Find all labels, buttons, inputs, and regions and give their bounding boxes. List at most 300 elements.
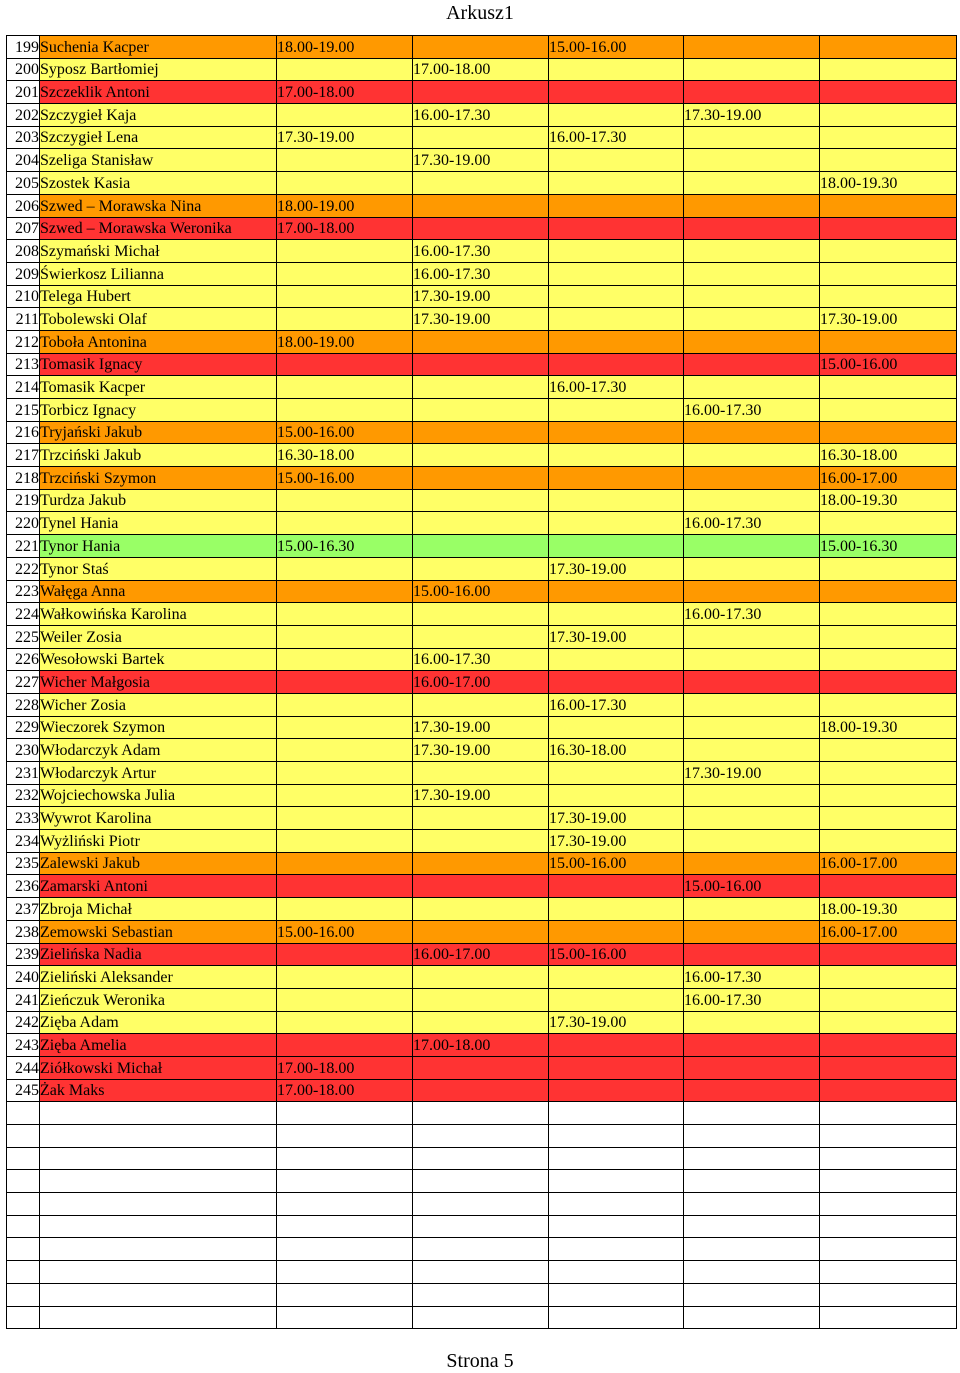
time-cell-2[interactable]: 16.00-17.30 bbox=[413, 648, 549, 671]
name-cell[interactable]: Trzciński Jakub bbox=[40, 444, 277, 467]
time-cell-1[interactable] bbox=[277, 603, 413, 626]
row-number[interactable]: 230 bbox=[7, 739, 40, 762]
row-number[interactable]: 201 bbox=[7, 81, 40, 104]
time-cell-4[interactable] bbox=[684, 535, 820, 558]
time-cell-2[interactable] bbox=[413, 126, 549, 149]
time-cell-3[interactable] bbox=[549, 920, 684, 943]
time-cell-3[interactable] bbox=[549, 875, 684, 898]
row-number[interactable]: 205 bbox=[7, 172, 40, 195]
time-cell-4[interactable]: 16.00-17.30 bbox=[684, 988, 820, 1011]
empty-cell[interactable] bbox=[820, 1170, 957, 1193]
time-cell-1[interactable] bbox=[277, 104, 413, 127]
empty-cell[interactable] bbox=[277, 1306, 413, 1329]
empty-cell[interactable] bbox=[40, 1125, 277, 1148]
time-cell-2[interactable]: 17.00-18.00 bbox=[413, 1034, 549, 1057]
time-cell-1[interactable] bbox=[277, 58, 413, 81]
name-cell[interactable]: Wicher Zosia bbox=[40, 693, 277, 716]
time-cell-1[interactable] bbox=[277, 149, 413, 172]
name-cell[interactable]: Wałęga Anna bbox=[40, 580, 277, 603]
time-cell-5[interactable]: 15.00-16.30 bbox=[820, 535, 957, 558]
time-cell-1[interactable] bbox=[277, 399, 413, 422]
empty-cell[interactable] bbox=[413, 1170, 549, 1193]
empty-cell[interactable] bbox=[413, 1306, 549, 1329]
name-cell[interactable]: Wieczorek Szymon bbox=[40, 716, 277, 739]
time-cell-5[interactable] bbox=[820, 58, 957, 81]
row-number[interactable]: 218 bbox=[7, 467, 40, 490]
time-cell-4[interactable] bbox=[684, 58, 820, 81]
time-cell-1[interactable] bbox=[277, 807, 413, 830]
row-number[interactable]: 225 bbox=[7, 625, 40, 648]
time-cell-2[interactable] bbox=[413, 1011, 549, 1034]
time-cell-3[interactable]: 17.30-19.00 bbox=[549, 830, 684, 853]
empty-cell[interactable] bbox=[549, 1238, 684, 1261]
time-cell-1[interactable] bbox=[277, 943, 413, 966]
time-cell-1[interactable]: 18.00-19.00 bbox=[277, 194, 413, 217]
time-cell-4[interactable] bbox=[684, 898, 820, 921]
time-cell-4[interactable] bbox=[684, 1034, 820, 1057]
time-cell-2[interactable] bbox=[413, 489, 549, 512]
time-cell-2[interactable]: 17.30-19.00 bbox=[413, 716, 549, 739]
name-cell[interactable]: Zielińska Nadia bbox=[40, 943, 277, 966]
time-cell-3[interactable]: 17.30-19.00 bbox=[549, 625, 684, 648]
time-cell-4[interactable] bbox=[684, 330, 820, 353]
row-number[interactable]: 245 bbox=[7, 1079, 40, 1102]
time-cell-3[interactable]: 15.00-16.00 bbox=[549, 852, 684, 875]
name-cell[interactable]: Wojciechowska Julia bbox=[40, 784, 277, 807]
name-cell[interactable]: Włodarczyk Adam bbox=[40, 739, 277, 762]
time-cell-5[interactable]: 16.00-17.00 bbox=[820, 467, 957, 490]
empty-cell[interactable] bbox=[277, 1283, 413, 1306]
row-number[interactable]: 219 bbox=[7, 489, 40, 512]
time-cell-4[interactable]: 17.30-19.00 bbox=[684, 762, 820, 785]
time-cell-4[interactable] bbox=[684, 489, 820, 512]
empty-cell[interactable] bbox=[7, 1147, 40, 1170]
name-cell[interactable]: Wywrot Karolina bbox=[40, 807, 277, 830]
name-cell[interactable]: Żak Maks bbox=[40, 1079, 277, 1102]
time-cell-2[interactable]: 17.30-19.00 bbox=[413, 784, 549, 807]
row-number[interactable]: 234 bbox=[7, 830, 40, 853]
time-cell-1[interactable]: 15.00-16.30 bbox=[277, 535, 413, 558]
time-cell-1[interactable] bbox=[277, 898, 413, 921]
time-cell-3[interactable] bbox=[549, 762, 684, 785]
row-number[interactable]: 211 bbox=[7, 308, 40, 331]
time-cell-5[interactable] bbox=[820, 1079, 957, 1102]
empty-cell[interactable] bbox=[549, 1261, 684, 1284]
time-cell-5[interactable] bbox=[820, 807, 957, 830]
name-cell[interactable]: Turdza Jakub bbox=[40, 489, 277, 512]
time-cell-5[interactable] bbox=[820, 988, 957, 1011]
row-number[interactable]: 210 bbox=[7, 285, 40, 308]
time-cell-1[interactable] bbox=[277, 308, 413, 331]
time-cell-3[interactable] bbox=[549, 648, 684, 671]
row-number[interactable]: 202 bbox=[7, 104, 40, 127]
empty-cell[interactable] bbox=[413, 1283, 549, 1306]
time-cell-4[interactable] bbox=[684, 784, 820, 807]
time-cell-1[interactable]: 17.00-18.00 bbox=[277, 1056, 413, 1079]
row-number[interactable]: 212 bbox=[7, 330, 40, 353]
name-cell[interactable]: Szwed – Morawska Weronika bbox=[40, 217, 277, 240]
row-number[interactable]: 239 bbox=[7, 943, 40, 966]
time-cell-2[interactable] bbox=[413, 535, 549, 558]
time-cell-4[interactable] bbox=[684, 830, 820, 853]
empty-cell[interactable] bbox=[549, 1193, 684, 1216]
time-cell-2[interactable] bbox=[413, 1056, 549, 1079]
time-cell-1[interactable] bbox=[277, 557, 413, 580]
time-cell-4[interactable] bbox=[684, 671, 820, 694]
time-cell-1[interactable]: 17.30-19.00 bbox=[277, 126, 413, 149]
empty-cell[interactable] bbox=[820, 1102, 957, 1125]
row-number[interactable]: 244 bbox=[7, 1056, 40, 1079]
time-cell-2[interactable] bbox=[413, 444, 549, 467]
time-cell-1[interactable] bbox=[277, 830, 413, 853]
time-cell-3[interactable]: 17.30-19.00 bbox=[549, 1011, 684, 1034]
time-cell-4[interactable] bbox=[684, 557, 820, 580]
empty-cell[interactable] bbox=[684, 1238, 820, 1261]
empty-cell[interactable] bbox=[820, 1125, 957, 1148]
row-number[interactable]: 221 bbox=[7, 535, 40, 558]
time-cell-4[interactable] bbox=[684, 421, 820, 444]
empty-cell[interactable] bbox=[684, 1125, 820, 1148]
empty-cell[interactable] bbox=[413, 1215, 549, 1238]
row-number[interactable]: 241 bbox=[7, 988, 40, 1011]
empty-cell[interactable] bbox=[549, 1147, 684, 1170]
name-cell[interactable]: Wicher Małgosia bbox=[40, 671, 277, 694]
empty-cell[interactable] bbox=[684, 1193, 820, 1216]
time-cell-5[interactable] bbox=[820, 1011, 957, 1034]
time-cell-1[interactable] bbox=[277, 648, 413, 671]
time-cell-2[interactable] bbox=[413, 762, 549, 785]
time-cell-2[interactable] bbox=[413, 557, 549, 580]
time-cell-3[interactable] bbox=[549, 308, 684, 331]
time-cell-2[interactable]: 15.00-16.00 bbox=[413, 580, 549, 603]
time-cell-2[interactable] bbox=[413, 376, 549, 399]
name-cell[interactable]: Szczeklik Antoni bbox=[40, 81, 277, 104]
time-cell-3[interactable] bbox=[549, 671, 684, 694]
empty-cell[interactable] bbox=[7, 1125, 40, 1148]
time-cell-4[interactable] bbox=[684, 217, 820, 240]
time-cell-5[interactable] bbox=[820, 557, 957, 580]
time-cell-2[interactable] bbox=[413, 966, 549, 989]
row-number[interactable]: 204 bbox=[7, 149, 40, 172]
time-cell-4[interactable] bbox=[684, 580, 820, 603]
time-cell-1[interactable] bbox=[277, 1034, 413, 1057]
empty-cell[interactable] bbox=[7, 1102, 40, 1125]
time-cell-5[interactable]: 16.00-17.00 bbox=[820, 852, 957, 875]
name-cell[interactable]: Włodarczyk Artur bbox=[40, 762, 277, 785]
name-cell[interactable]: Zamarski Antoni bbox=[40, 875, 277, 898]
name-cell[interactable]: Suchenia Kacper bbox=[40, 36, 277, 59]
time-cell-5[interactable] bbox=[820, 693, 957, 716]
time-cell-3[interactable] bbox=[549, 1079, 684, 1102]
name-cell[interactable]: Telega Hubert bbox=[40, 285, 277, 308]
name-cell[interactable]: Zięba Amelia bbox=[40, 1034, 277, 1057]
time-cell-4[interactable] bbox=[684, 943, 820, 966]
empty-cell[interactable] bbox=[7, 1306, 40, 1329]
empty-cell[interactable] bbox=[7, 1283, 40, 1306]
empty-cell[interactable] bbox=[40, 1170, 277, 1193]
time-cell-2[interactable] bbox=[413, 693, 549, 716]
time-cell-3[interactable] bbox=[549, 603, 684, 626]
time-cell-2[interactable]: 16.00-17.00 bbox=[413, 943, 549, 966]
time-cell-2[interactable] bbox=[413, 421, 549, 444]
name-cell[interactable]: Torbicz Ignacy bbox=[40, 399, 277, 422]
time-cell-5[interactable] bbox=[820, 1056, 957, 1079]
empty-cell[interactable] bbox=[413, 1147, 549, 1170]
time-cell-2[interactable]: 17.30-19.00 bbox=[413, 739, 549, 762]
name-cell[interactable]: Tobolewski Olaf bbox=[40, 308, 277, 331]
time-cell-4[interactable] bbox=[684, 308, 820, 331]
time-cell-2[interactable] bbox=[413, 830, 549, 853]
time-cell-1[interactable]: 15.00-16.00 bbox=[277, 467, 413, 490]
name-cell[interactable]: Trzciński Szymon bbox=[40, 467, 277, 490]
time-cell-2[interactable] bbox=[413, 194, 549, 217]
time-cell-4[interactable] bbox=[684, 36, 820, 59]
name-cell[interactable]: Syposz Bartłomiej bbox=[40, 58, 277, 81]
time-cell-3[interactable] bbox=[549, 489, 684, 512]
time-cell-4[interactable] bbox=[684, 444, 820, 467]
time-cell-2[interactable] bbox=[413, 36, 549, 59]
time-cell-1[interactable]: 17.00-18.00 bbox=[277, 217, 413, 240]
time-cell-2[interactable]: 16.00-17.30 bbox=[413, 104, 549, 127]
time-cell-5[interactable]: 16.00-17.00 bbox=[820, 920, 957, 943]
name-cell[interactable]: Szeliga Stanisław bbox=[40, 149, 277, 172]
time-cell-3[interactable] bbox=[549, 716, 684, 739]
time-cell-5[interactable] bbox=[820, 1034, 957, 1057]
name-cell[interactable]: Tynel Hania bbox=[40, 512, 277, 535]
time-cell-1[interactable] bbox=[277, 625, 413, 648]
time-cell-5[interactable] bbox=[820, 217, 957, 240]
time-cell-4[interactable]: 16.00-17.30 bbox=[684, 399, 820, 422]
empty-cell[interactable] bbox=[277, 1238, 413, 1261]
row-number[interactable]: 199 bbox=[7, 36, 40, 59]
time-cell-2[interactable] bbox=[413, 353, 549, 376]
time-cell-4[interactable] bbox=[684, 1011, 820, 1034]
time-cell-3[interactable] bbox=[549, 1034, 684, 1057]
time-cell-2[interactable] bbox=[413, 512, 549, 535]
time-cell-3[interactable] bbox=[549, 194, 684, 217]
empty-cell[interactable] bbox=[7, 1238, 40, 1261]
time-cell-1[interactable] bbox=[277, 966, 413, 989]
row-number[interactable]: 226 bbox=[7, 648, 40, 671]
time-cell-5[interactable] bbox=[820, 285, 957, 308]
empty-cell[interactable] bbox=[413, 1261, 549, 1284]
time-cell-2[interactable]: 16.00-17.30 bbox=[413, 262, 549, 285]
empty-cell[interactable] bbox=[7, 1215, 40, 1238]
time-cell-5[interactable] bbox=[820, 240, 957, 263]
time-cell-3[interactable] bbox=[549, 285, 684, 308]
time-cell-5[interactable]: 16.30-18.00 bbox=[820, 444, 957, 467]
time-cell-4[interactable]: 16.00-17.30 bbox=[684, 966, 820, 989]
name-cell[interactable]: Zemowski Sebastian bbox=[40, 920, 277, 943]
time-cell-2[interactable] bbox=[413, 399, 549, 422]
empty-cell[interactable] bbox=[684, 1215, 820, 1238]
time-cell-5[interactable] bbox=[820, 625, 957, 648]
time-cell-3[interactable]: 17.30-19.00 bbox=[549, 807, 684, 830]
time-cell-4[interactable] bbox=[684, 467, 820, 490]
time-cell-5[interactable] bbox=[820, 943, 957, 966]
empty-cell[interactable] bbox=[820, 1238, 957, 1261]
name-cell[interactable]: Toboła Antonina bbox=[40, 330, 277, 353]
row-number[interactable]: 224 bbox=[7, 603, 40, 626]
empty-cell[interactable] bbox=[549, 1125, 684, 1148]
row-number[interactable]: 233 bbox=[7, 807, 40, 830]
row-number[interactable]: 242 bbox=[7, 1011, 40, 1034]
time-cell-3[interactable] bbox=[549, 784, 684, 807]
time-cell-1[interactable] bbox=[277, 988, 413, 1011]
empty-cell[interactable] bbox=[820, 1261, 957, 1284]
time-cell-5[interactable]: 15.00-16.00 bbox=[820, 353, 957, 376]
row-number[interactable]: 227 bbox=[7, 671, 40, 694]
time-cell-1[interactable] bbox=[277, 739, 413, 762]
time-cell-2[interactable] bbox=[413, 81, 549, 104]
time-cell-2[interactable] bbox=[413, 603, 549, 626]
name-cell[interactable]: Zbroja Michał bbox=[40, 898, 277, 921]
time-cell-1[interactable] bbox=[277, 693, 413, 716]
row-number[interactable]: 216 bbox=[7, 421, 40, 444]
empty-cell[interactable] bbox=[684, 1170, 820, 1193]
time-cell-5[interactable] bbox=[820, 671, 957, 694]
empty-cell[interactable] bbox=[684, 1147, 820, 1170]
row-number[interactable]: 206 bbox=[7, 194, 40, 217]
row-number[interactable]: 240 bbox=[7, 966, 40, 989]
time-cell-3[interactable] bbox=[549, 421, 684, 444]
time-cell-5[interactable] bbox=[820, 399, 957, 422]
empty-cell[interactable] bbox=[549, 1283, 684, 1306]
time-cell-5[interactable] bbox=[820, 81, 957, 104]
time-cell-2[interactable] bbox=[413, 217, 549, 240]
time-cell-2[interactable]: 16.00-17.00 bbox=[413, 671, 549, 694]
time-cell-2[interactable] bbox=[413, 172, 549, 195]
time-cell-1[interactable] bbox=[277, 1011, 413, 1034]
empty-cell[interactable] bbox=[684, 1102, 820, 1125]
time-cell-4[interactable] bbox=[684, 648, 820, 671]
time-cell-4[interactable]: 17.30-19.00 bbox=[684, 104, 820, 127]
name-cell[interactable]: Tynor Hania bbox=[40, 535, 277, 558]
time-cell-1[interactable] bbox=[277, 512, 413, 535]
time-cell-2[interactable] bbox=[413, 852, 549, 875]
row-number[interactable]: 231 bbox=[7, 762, 40, 785]
time-cell-1[interactable]: 16.30-18.00 bbox=[277, 444, 413, 467]
time-cell-4[interactable] bbox=[684, 172, 820, 195]
time-cell-3[interactable] bbox=[549, 966, 684, 989]
name-cell[interactable]: Tomasik Ignacy bbox=[40, 353, 277, 376]
time-cell-3[interactable] bbox=[549, 262, 684, 285]
time-cell-1[interactable] bbox=[277, 376, 413, 399]
time-cell-2[interactable] bbox=[413, 330, 549, 353]
empty-cell[interactable] bbox=[820, 1193, 957, 1216]
time-cell-1[interactable] bbox=[277, 240, 413, 263]
time-cell-3[interactable] bbox=[549, 399, 684, 422]
time-cell-5[interactable]: 18.00-19.30 bbox=[820, 898, 957, 921]
time-cell-5[interactable] bbox=[820, 648, 957, 671]
empty-cell[interactable] bbox=[820, 1283, 957, 1306]
time-cell-2[interactable] bbox=[413, 807, 549, 830]
empty-cell[interactable] bbox=[277, 1215, 413, 1238]
empty-cell[interactable] bbox=[277, 1102, 413, 1125]
time-cell-5[interactable] bbox=[820, 330, 957, 353]
time-cell-3[interactable]: 15.00-16.00 bbox=[549, 943, 684, 966]
empty-cell[interactable] bbox=[820, 1306, 957, 1329]
time-cell-5[interactable] bbox=[820, 512, 957, 535]
empty-cell[interactable] bbox=[684, 1306, 820, 1329]
name-cell[interactable]: Szymański Michał bbox=[40, 240, 277, 263]
time-cell-4[interactable] bbox=[684, 920, 820, 943]
time-cell-3[interactable] bbox=[549, 1056, 684, 1079]
row-number[interactable]: 235 bbox=[7, 852, 40, 875]
time-cell-4[interactable] bbox=[684, 1079, 820, 1102]
time-cell-4[interactable] bbox=[684, 716, 820, 739]
time-cell-1[interactable] bbox=[277, 875, 413, 898]
time-cell-1[interactable] bbox=[277, 262, 413, 285]
time-cell-1[interactable] bbox=[277, 580, 413, 603]
time-cell-3[interactable] bbox=[549, 988, 684, 1011]
empty-cell[interactable] bbox=[7, 1193, 40, 1216]
time-cell-3[interactable] bbox=[549, 240, 684, 263]
time-cell-4[interactable] bbox=[684, 739, 820, 762]
time-cell-3[interactable] bbox=[549, 217, 684, 240]
name-cell[interactable]: Zięba Adam bbox=[40, 1011, 277, 1034]
time-cell-1[interactable] bbox=[277, 285, 413, 308]
time-cell-1[interactable]: 15.00-16.00 bbox=[277, 421, 413, 444]
time-cell-2[interactable] bbox=[413, 875, 549, 898]
empty-cell[interactable] bbox=[413, 1102, 549, 1125]
time-cell-5[interactable]: 18.00-19.30 bbox=[820, 172, 957, 195]
empty-cell[interactable] bbox=[40, 1261, 277, 1284]
time-cell-2[interactable] bbox=[413, 920, 549, 943]
empty-cell[interactable] bbox=[549, 1102, 684, 1125]
time-cell-5[interactable] bbox=[820, 875, 957, 898]
time-cell-3[interactable] bbox=[549, 898, 684, 921]
time-cell-5[interactable] bbox=[820, 603, 957, 626]
time-cell-2[interactable]: 17.30-19.00 bbox=[413, 285, 549, 308]
time-cell-5[interactable] bbox=[820, 784, 957, 807]
time-cell-4[interactable] bbox=[684, 353, 820, 376]
empty-cell[interactable] bbox=[413, 1193, 549, 1216]
row-number[interactable]: 200 bbox=[7, 58, 40, 81]
time-cell-2[interactable] bbox=[413, 1079, 549, 1102]
time-cell-5[interactable] bbox=[820, 966, 957, 989]
name-cell[interactable]: Szostek Kasia bbox=[40, 172, 277, 195]
name-cell[interactable]: Tynor Staś bbox=[40, 557, 277, 580]
time-cell-3[interactable]: 16.30-18.00 bbox=[549, 739, 684, 762]
time-cell-5[interactable]: 18.00-19.30 bbox=[820, 489, 957, 512]
time-cell-2[interactable] bbox=[413, 988, 549, 1011]
time-cell-4[interactable] bbox=[684, 262, 820, 285]
row-number[interactable]: 229 bbox=[7, 716, 40, 739]
time-cell-5[interactable] bbox=[820, 421, 957, 444]
time-cell-5[interactable] bbox=[820, 36, 957, 59]
name-cell[interactable]: Szczygieł Kaja bbox=[40, 104, 277, 127]
time-cell-3[interactable] bbox=[549, 330, 684, 353]
time-cell-5[interactable] bbox=[820, 762, 957, 785]
time-cell-3[interactable] bbox=[549, 535, 684, 558]
empty-cell[interactable] bbox=[820, 1147, 957, 1170]
name-cell[interactable]: Szwed – Morawska Nina bbox=[40, 194, 277, 217]
time-cell-1[interactable] bbox=[277, 671, 413, 694]
empty-cell[interactable] bbox=[40, 1238, 277, 1261]
name-cell[interactable]: Wyżliński Piotr bbox=[40, 830, 277, 853]
row-number[interactable]: 223 bbox=[7, 580, 40, 603]
row-number[interactable]: 237 bbox=[7, 898, 40, 921]
time-cell-4[interactable] bbox=[684, 852, 820, 875]
time-cell-1[interactable] bbox=[277, 716, 413, 739]
empty-cell[interactable] bbox=[7, 1261, 40, 1284]
time-cell-4[interactable] bbox=[684, 376, 820, 399]
time-cell-1[interactable]: 17.00-18.00 bbox=[277, 81, 413, 104]
empty-cell[interactable] bbox=[820, 1215, 957, 1238]
time-cell-3[interactable] bbox=[549, 104, 684, 127]
row-number[interactable]: 203 bbox=[7, 126, 40, 149]
